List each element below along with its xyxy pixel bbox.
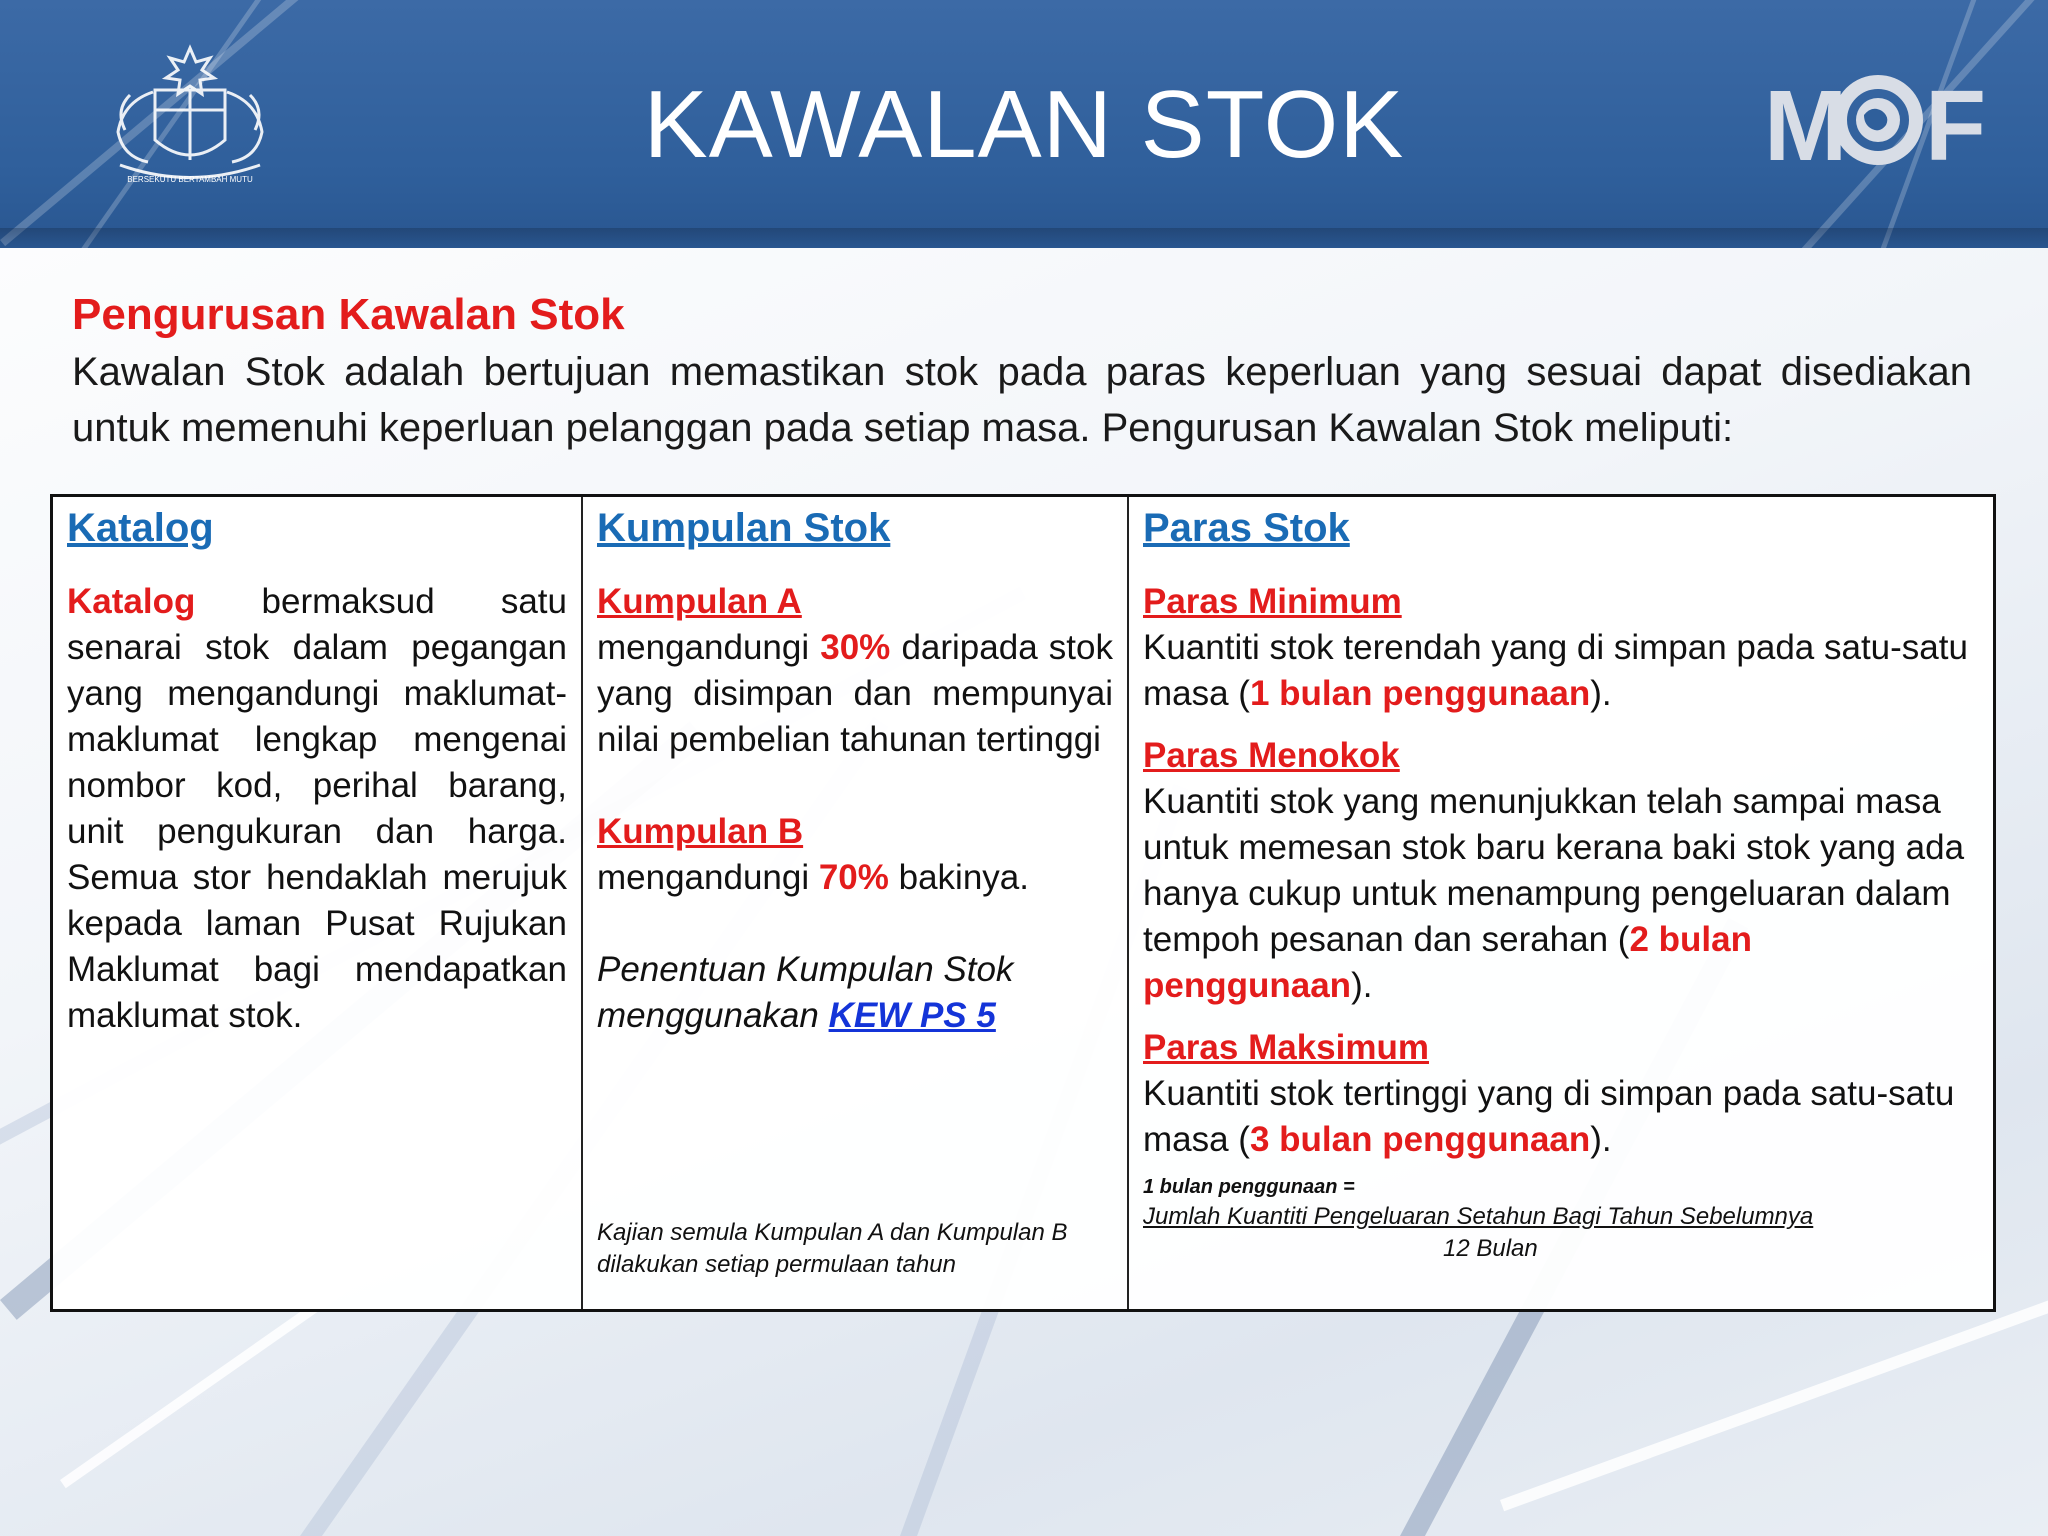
- stock-control-table: [50, 494, 1996, 1312]
- kumpulan-b-text: mengandungi: [597, 858, 819, 897]
- paras-maksimum-end: ).: [1590, 1120, 1612, 1159]
- kajian-semula-note: Kajian semula Kumpulan A dan Kumpulan B dilakukan setiap permulaan tahun: [597, 1219, 1068, 1278]
- spacer: [597, 763, 1113, 809]
- paras-minimum-label-line: [1143, 579, 1979, 625]
- kumpulan-a-text: mengandungi: [597, 628, 821, 667]
- kumpulan-stok-heading: Kumpulan Stok: [597, 506, 891, 550]
- kumpulan-a-label-line: [597, 579, 1113, 625]
- spacer: [1143, 717, 1979, 733]
- paras-stok-column: [1129, 497, 1993, 1309]
- header-shadow: [0, 228, 2048, 248]
- intro-heading: Pengurusan Kawalan Stok: [72, 290, 625, 339]
- svg-text:M: M: [1764, 70, 1848, 180]
- slide-title: KAWALAN STOK: [643, 71, 1405, 178]
- formula-denominator: 12 Bulan: [1443, 1235, 1538, 1262]
- paras-minimum-description: [1143, 625, 1979, 717]
- paras-maksimum-text: Kuantiti stok tertinggi yang di simpan pada satu-satu masa (: [1143, 1074, 1955, 1159]
- katalog-description: [67, 579, 567, 1039]
- paras-menokok-description: [1143, 779, 1979, 1009]
- paras-menokok-text: Kuantiti stok yang menunjukkan telah sampai masa untuk memesan stok baru kerana baki stok yang ada hanya cukup untuk menampung pengeluaran dalam tempoh pesanan dan serahan (: [1143, 782, 1965, 959]
- kumpulan-a-label: Kumpulan A: [597, 582, 802, 621]
- katalog-column: [53, 497, 583, 1309]
- paras-menokok-label: Paras Menokok: [1143, 736, 1400, 775]
- paras-minimum-text: Kuantiti stok terendah yang di simpan pada satu-satu masa (: [1143, 628, 1968, 713]
- paras-minimum-end: ).: [1590, 674, 1612, 713]
- svg-text:BERSEKUTU BERTAMBAH MUTU: BERSEKUTU BERTAMBAH MUTU: [127, 175, 253, 184]
- paras-maksimum-label: Paras Maksimum: [1143, 1028, 1429, 1067]
- spacer: [597, 901, 1113, 947]
- penentuan-text: Penentuan Kumpulan Stok menggunakan: [597, 950, 1014, 1035]
- slide-header: [0, 0, 2048, 248]
- paras-maksimum-description: [1143, 1071, 1979, 1163]
- kumpulan-b-percent: 70%: [818, 858, 889, 897]
- paras-minimum-label: Paras Minimum: [1143, 582, 1402, 621]
- intro-body: Kawalan Stok adalah bertujuan memastikan stok pada paras keperluan yang sesuai dapat disediakan untuk memenuhi keperluan pelanggan pada setiap masa. Pengurusan Kawalan Stok meliputi:: [72, 350, 1972, 450]
- paras-menokok-end: ).: [1351, 966, 1373, 1005]
- paras-menokok-highlight: 2 bulan penggunaan: [1143, 920, 1752, 1005]
- formula-numerator: Jumlah Kuantiti Pengeluaran Setahun Bagi Tahun Sebelumnya: [1143, 1203, 1814, 1230]
- paras-menokok-label-line: [1143, 733, 1979, 779]
- kumpulan-b-description: [597, 855, 1113, 901]
- kumpulan-a-percent: 30%: [820, 628, 891, 667]
- paras-minimum-highlight: 1 bulan penggunaan: [1249, 674, 1591, 713]
- kumpulan-a-text: daripada stok yang disimpan dan mempunyai nilai pembelian tahunan tertinggi: [597, 628, 1113, 759]
- paras-maksimum-highlight: 3 bulan penggunaan: [1249, 1120, 1591, 1159]
- kumpulan-b-text: bakinya.: [888, 858, 1029, 897]
- kumpulan-b-label-line: [597, 809, 1113, 855]
- kumpulan-a-description: [597, 625, 1113, 763]
- formula-label: 1 bulan penggunaan =: [1143, 1176, 1355, 1198]
- katalog-term: Katalog: [67, 582, 196, 621]
- mof-treasury-logo: [1760, 60, 1990, 180]
- kumpulan-stok-column: [583, 497, 1129, 1309]
- intro-section: [72, 290, 1972, 456]
- kumpulan-b-label: Kumpulan B: [597, 812, 804, 851]
- penentuan-kumpulan-text: [597, 947, 1113, 1039]
- usage-formula: [1143, 1173, 1979, 1265]
- katalog-body: bermaksud satu senarai stok dalam pegangan yang mengandungi maklumat-maklumat lengkap mengenai nombor kod, perihal barang, unit pengukuran dan harga. Semua stor hendaklah merujuk kepada laman Pusat Rujukan Maklumat bagi mendapatkan maklumat stok.: [67, 582, 567, 1035]
- spacer: [1143, 1009, 1979, 1025]
- svg-text:F: F: [1925, 70, 1987, 180]
- paras-stok-heading: Paras Stok: [1143, 506, 1350, 550]
- paras-maksimum-label-line: [1143, 1025, 1979, 1071]
- katalog-heading: Katalog: [67, 506, 214, 550]
- kew-ps-5-link[interactable]: KEW PS 5: [828, 996, 996, 1035]
